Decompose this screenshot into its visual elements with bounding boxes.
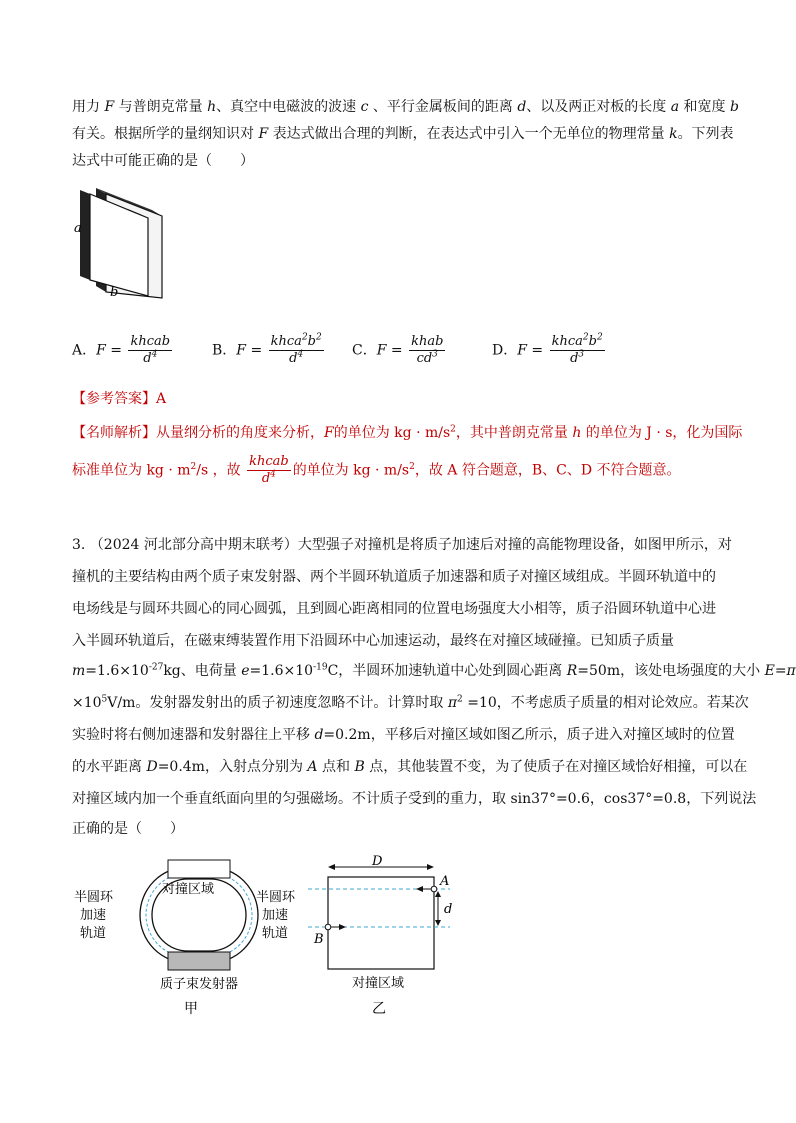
choice-b[interactable] [212, 334, 326, 367]
text: 点和 [317, 759, 355, 775]
var-F: F [376, 342, 387, 359]
denominator [247, 471, 291, 487]
text: 点，其他装置不变，为了使质子在对撞区域恰好相撞，可以在 [364, 759, 748, 775]
var-h: h [572, 425, 582, 441]
analysis-line-1 [72, 422, 742, 442]
var-D: D [146, 759, 158, 775]
text: 。下列表 [677, 126, 734, 142]
num-exp: 2 [582, 332, 589, 343]
label-a: a [74, 221, 82, 236]
arrow-d-up [435, 891, 441, 897]
den-exp: 3 [578, 349, 585, 360]
exp: 2 [409, 461, 415, 472]
text: 用力 [72, 99, 105, 115]
q2-stem-line-1 [72, 96, 739, 116]
den-exp: 4 [297, 349, 304, 360]
text: ×10 [72, 695, 102, 711]
text: ，故 A 符合题意，B、C、D 不符合题意。 [414, 462, 681, 479]
label-A: A [440, 874, 450, 889]
text: 、平行金属板间的距离 [368, 99, 518, 115]
text: 的单位为 kg · m/s [333, 425, 451, 441]
var-h: h [207, 99, 217, 115]
denominator [550, 351, 605, 367]
text: =10，不考虑质子质量的相对论效应。若某次 [462, 695, 749, 711]
q3-line-2: 撞机的主要结构由两个质子束发射器、两个半圆环轨道质子加速器和质子对撞区域组成。半圆环轨道中的 [72, 569, 716, 585]
label-collision-area: 对撞区域 [162, 882, 215, 897]
var-F: F [104, 99, 115, 115]
var-E: E [764, 663, 775, 679]
denominator [409, 351, 445, 367]
numerator: khcab [130, 334, 171, 349]
var-a: a [670, 99, 680, 115]
equals: = [531, 342, 544, 359]
symbol-pi: π [786, 663, 796, 679]
text: 从量纲分析的角度来分析， [156, 425, 324, 441]
choice-label: C． [352, 342, 377, 359]
label-left-1: 半圆环 [74, 890, 114, 905]
fraction [550, 334, 605, 367]
var-m: m [72, 663, 86, 679]
fraction [269, 334, 324, 367]
var-A: A [307, 759, 318, 775]
caption-jia: 甲 [184, 1001, 198, 1017]
label-left-2: 加速 [80, 908, 107, 923]
choice-a[interactable] [72, 334, 174, 367]
point-B [325, 924, 331, 930]
analysis-line-2 [72, 454, 681, 487]
den-base: d [143, 351, 152, 366]
answer-value: A [156, 391, 167, 407]
choice-label: A． [72, 342, 97, 359]
text: = [774, 663, 787, 679]
arrow-right [427, 864, 434, 870]
exp: -19 [313, 662, 328, 673]
text: V/m。发射器发射出的质子初速度忽略不计。计算时取 [107, 695, 448, 711]
text: 表达式做出合理的判断，在表达式中引入一个无单位的物理常量 [268, 126, 670, 142]
label-left-3: 轨道 [80, 926, 107, 941]
text: /s ，故 [196, 462, 241, 479]
text: 的单位为 J · s，化为国际 [581, 425, 743, 441]
text: =0.2m，平移后对撞区域如图乙所示，质子进入对撞区域时的位置 [323, 727, 735, 743]
num-exp: 2 [301, 332, 308, 343]
text: =1.6×10 [249, 663, 314, 679]
label-b: b [110, 285, 119, 300]
text: =0.4m，入射点分别为 [157, 759, 308, 775]
q2-stem-line-2 [72, 123, 734, 143]
den-exp: 4 [270, 469, 276, 480]
den-base: d [570, 351, 579, 366]
q3-line-5 [72, 660, 796, 680]
exp: 2 [190, 461, 197, 472]
var-F: F [517, 342, 527, 359]
var-F: F [258, 126, 269, 142]
num-base: khca [551, 334, 583, 349]
numerator: khcab [249, 454, 289, 469]
equals: = [390, 342, 403, 359]
caption-yi: 乙 [372, 1001, 386, 1017]
var-F: F [96, 342, 106, 359]
num-b: b [588, 334, 597, 349]
q3-line-3: 电场线是与圆环共圆心的同心圆弧，且到圆心距离相同的位置电场强度大小相等，质子沿圆环轨道中心进 [72, 601, 716, 617]
text: 的水平距离 [72, 759, 147, 775]
arrow-left [328, 864, 335, 870]
num-b: b [307, 334, 316, 349]
text: 、以及两正对板的长度 [526, 99, 671, 115]
var-k: k [669, 126, 678, 142]
parallel-plates-figure [70, 180, 180, 300]
answer-label: 【参考答案】 [72, 391, 156, 407]
reference-answer [72, 388, 166, 408]
text: 实验时将右侧加速器和发射器往上平移 [72, 727, 315, 743]
label-right-2: 加速 [262, 908, 289, 923]
numerator [550, 334, 605, 351]
q3-line-7 [72, 724, 735, 744]
fraction [128, 334, 172, 367]
label-right-3: 轨道 [262, 926, 289, 941]
exp: 5 [101, 694, 108, 705]
analysis-label: 【名师解析】 [72, 425, 156, 441]
arrow-A [416, 886, 423, 892]
label-emitter: 质子束发射器 [160, 977, 239, 992]
var-b: b [730, 99, 739, 115]
q3-line-4: 入半圆环轨道后，在磁束缚装置作用下沿圆环中心加速运动，最终在对撞区域碰撞。已知质子质量 [72, 633, 674, 649]
emitter-box [168, 952, 230, 970]
choice-label: B． [212, 342, 237, 359]
choice-d[interactable] [492, 334, 607, 367]
num-exp2: 2 [316, 332, 322, 343]
arrow-B [339, 924, 346, 930]
point-A [431, 886, 437, 892]
label-D: D [372, 854, 383, 869]
num-base: khca [270, 334, 302, 349]
denominator [269, 351, 324, 367]
label-B: B [314, 932, 324, 947]
exp: 2 [450, 424, 456, 435]
text: 的单位为 kg · m/s [292, 462, 410, 479]
equals: = [250, 342, 263, 359]
exp: -27 [148, 662, 164, 673]
var-B: B [354, 759, 365, 775]
den-base: d [261, 471, 271, 486]
equals: = [110, 342, 123, 359]
text: 、真空中电磁波的波速 [216, 99, 361, 115]
q3-line-10: 正确的是（ ） [72, 821, 184, 837]
den-base: cd [416, 351, 433, 366]
q2-stem-line-3: 达式中可能正确的是（ ） [72, 153, 254, 169]
choice-label: D． [492, 342, 518, 359]
var-e: e [241, 663, 250, 679]
text: =50m，该处电场强度的大小 [577, 663, 765, 679]
arrow-d-down [435, 920, 441, 926]
symbol-pi: π [447, 695, 458, 711]
q3-line-9: 对撞区域内加一个垂直纸面向里的匀强磁场。不计质子受到的重力，取 sin37°=0.6，cos37°=0.8，下列说法 [72, 791, 757, 807]
var-F: F [324, 425, 334, 441]
text: 标准单位为 kg · m [72, 462, 191, 479]
q3-line-8 [72, 756, 747, 776]
fraction [409, 334, 445, 367]
text: 和宽度 [679, 99, 730, 115]
numerator [269, 334, 324, 351]
den-exp: 3 [432, 349, 438, 360]
fraction [247, 454, 291, 487]
label-d: d [444, 902, 453, 917]
collision-area-figure-yi [300, 855, 470, 1020]
var-F: F [236, 342, 247, 359]
collider-figure-jia [60, 855, 310, 1020]
var-d: d [517, 99, 527, 115]
denominator [128, 351, 172, 367]
q3-line-1: 3. （2024 河北部分高中期末联考）大型强子对撞机是将质子加速后对撞的高能物理设备，如图甲所示，对 [72, 537, 732, 553]
exp: 2 [457, 694, 463, 705]
den-base: d [289, 351, 298, 366]
var-d: d [314, 727, 324, 743]
numerator: khab [411, 334, 444, 349]
den-exp: 4 [151, 349, 158, 360]
var-R: R [566, 663, 578, 679]
text: ，其中普朗克常量 [455, 425, 573, 441]
choice-c[interactable] [352, 334, 447, 367]
num-exp2: 2 [596, 332, 603, 343]
label-right-1: 半圆环 [256, 890, 296, 905]
text: =1.6×10 [85, 663, 149, 679]
label-collision-area: 对撞区域 [352, 976, 405, 991]
collision-box [168, 860, 230, 878]
text: 有关。根据所学的量纲知识对 [72, 126, 259, 142]
collision-region [328, 877, 434, 969]
q3-line-6 [72, 692, 749, 712]
text: C，半圆环加速轨道中心处到圆心距离 [327, 663, 567, 679]
text: 与普朗克常量 [114, 99, 208, 115]
var-c: c [360, 99, 369, 115]
text: kg、电荷量 [163, 663, 242, 679]
